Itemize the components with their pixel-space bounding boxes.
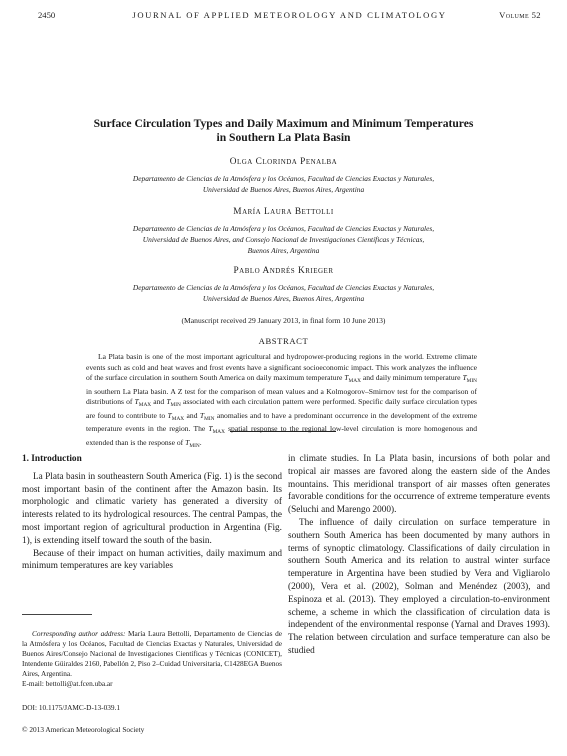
title-line-2: in Southern La Plata Basin [216,131,351,144]
page-number: 2450 [38,10,56,20]
affiliation-line: Departamento de Ciencias de la Atmósfera y los Océanos, Facultad de Ciencias Exactas y Naturales, [132,174,435,183]
footnote-rule [22,614,92,615]
author-affiliation [70,224,497,256]
affiliation-line: Departamento de Ciencias de la Atmósfera y los Océanos, Facultad de Ciencias Exactas y Naturales, [132,224,435,233]
paragraph: Because of their impact on human activities, daily maximum and minimum temperatures are key variables [22,548,282,572]
title-line-1: Surface Circulation Types and Daily Maximum and Minimum Temperatures [93,117,474,130]
running-header [38,10,541,22]
left-column [22,453,282,573]
affiliation-line: Departamento de Ciencias de la Atmósfera y los Océanos, Facultad de Ciencias Exactas y Naturales, [132,283,435,292]
author-name: Pablo Andrés Krieger [233,266,334,276]
section-divider [230,431,336,432]
author-name: María Laura Bettolli [233,207,334,217]
manuscript-dates: (Manuscript received 29 January 2013, in final form 10 June 2013) [181,316,386,325]
section-heading: 1. Introduction [22,454,82,464]
abstract-heading: ABSTRACT [258,336,309,346]
volume-label: Volume 52 [499,10,541,20]
affiliation-line: Universidad de Buenos Aires, Buenos Aires, Argentina [202,293,365,303]
author-name: Olga Clorinda Penalba [229,157,338,167]
author-affiliation [70,283,497,305]
abstract-body: La Plata basin is one of the most important agricultural and hydropower-producing regions in the world. Extreme climate events such as cold and heat waves and frost events have a significant socioeconomic impact. This work analyzes the influence of the surface circulation in southern South America on daily maximum temperature $T_{MAX}$ and daily minimum temperature $T_{MIN}$ in southern La Plata basin. A Z test for the comparison of mean values and a Kolmogorov–Smirnov test for the comparison of distributions of $T_{MAX}$ and $T_{MIN}$ associated with each circulation pattern were performed. Specific daily surface circulation types are found to contribute to $T_{MAX}$ and $T_{MIN}$ anomalies and to have a predominant occurrence in the development of the extreme temperature events in the region. The $T_{MAX}$ spatial response to the regional low-level circulation is more homogenous and extended than is the response of $T_{MIN}$. [86,352,478,449]
affiliation-line: Buenos Aires, Argentina [247,245,320,255]
paragraph: in climate studies. In La Plata basin, incursions of both polar and tropical air masses are favored along the eastern side of the Andes mountains. This meridional transport of air masses often generates favorable conditions for the occurrence of extreme temperature events (Seluchi and Marengo 2000). [288,454,550,516]
paper-title [40,117,527,145]
affiliation-line: Universidad de Buenos Aires, and Consejo Nacional de Investigaciones Científicas y Técnicas, [142,234,425,244]
author-affiliation [70,174,497,196]
right-column [288,453,550,658]
doi: DOI: 10.1175/JAMC-D-13-039.1 [22,703,121,712]
journal-name: JOURNAL OF APPLIED METEOROLOGY AND CLIMATOLOGY [132,10,447,20]
author-email: E-mail: bettolli@at.fcen.uba.ar [22,678,113,688]
paragraph: La Plata basin in southeastern South America (Fig. 1) is the second most important basin of the continent after the Amazon basin. Its morphologic and climatic variety has generated a diversity of interests related to its hydrological resources. The central Pampas, the most important region of agricultural production in Argentina (Fig. 1), is extending itself toward the south of the basin. [22,471,282,546]
paragraph: The influence of daily circulation on surface temperature in southern South America has been documented by many authors in terms of synoptic climatology. Classifications of daily circulation in southern South America and its relation to austral winter surface temperature in Argentina have been studied by Vera and Vigliarolo (2000), Vera et al. (2002), Solman and Menéndez (2003), and Espinoza et al. (2013). They employed a circulation-to-environment scheme, a scheme in which the classification of circulation data is independent of the environmental response (Yarnal and Draves 1993). The relation between circulation and surface temperature can also be studied [288,517,550,656]
affiliation-line: Universidad de Buenos Aires, Buenos Aires, Argentina [202,184,365,194]
copyright: © 2013 American Meteorological Society [22,725,145,734]
corresponding-author-footnote: Corresponding author address: María Laura Bettolli, Departamento de Ciencias de la Atmósfera y los Océanos, Facultad de Ciencias Exactas y Naturales, Universidad de Buenos Aires/Consejo Nacional de Investigaciones Científicas y Técnicas (CONICET), Intendente Güiraldes 2160, Pabellón 2, Piso 2–Cuidad Universitaria, C1428EGA Buenos Aires, Argentina. E-mail: bettolli@at.fcen.uba.ar [22,629,282,688]
